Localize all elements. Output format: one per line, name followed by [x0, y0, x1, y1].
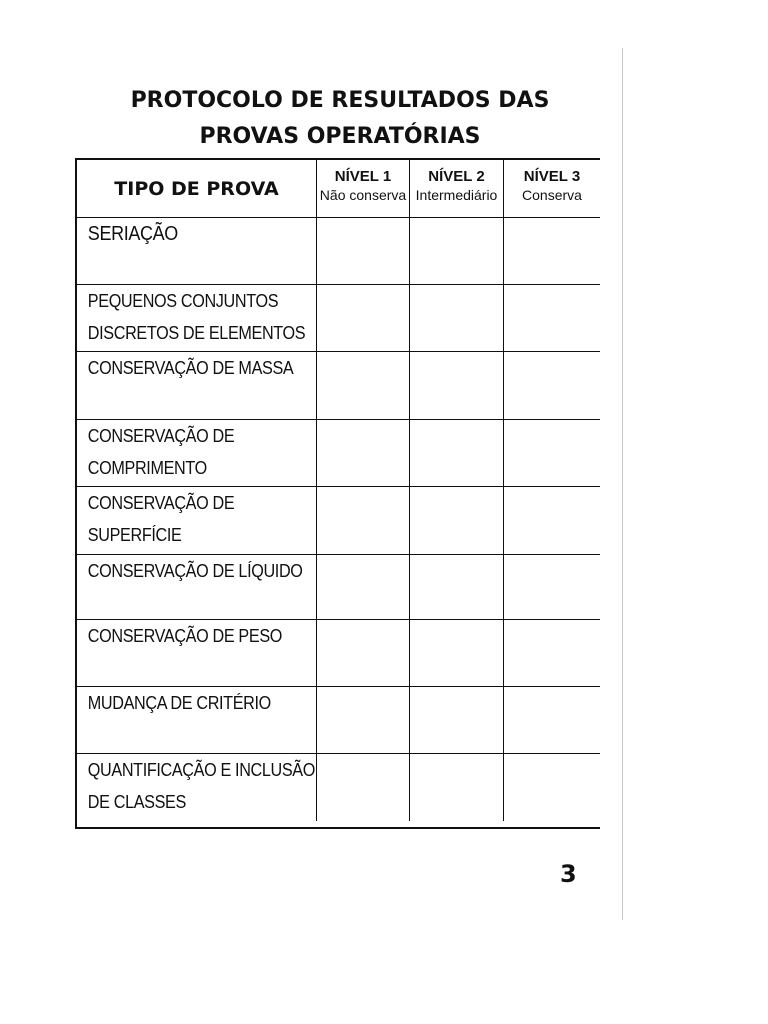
header-level-2 — [410, 160, 504, 218]
table-row-label — [77, 687, 317, 754]
row-label-text: CONSERVAÇÃO DE LÍQUIDO — [87, 561, 303, 581]
level-2-cell[interactable] — [410, 555, 504, 620]
level-3-cell[interactable] — [504, 218, 600, 285]
header-level-2-title: NÍVEL 2 — [428, 168, 485, 185]
page-edge — [622, 48, 623, 920]
level-3-cell[interactable] — [504, 285, 600, 352]
level-1-cell[interactable] — [317, 555, 410, 620]
level-1-cell[interactable] — [317, 285, 410, 352]
row-label-text: QUANTIFICAÇÃO E INCLUSÃO DE CLASSES — [87, 760, 315, 812]
table-row-label — [77, 218, 317, 285]
page-number: 3 — [560, 860, 577, 888]
level-1-cell[interactable] — [317, 218, 410, 285]
header-level-3 — [504, 160, 600, 218]
table-row-label — [77, 620, 317, 687]
table-row-label — [77, 555, 317, 620]
level-3-cell[interactable] — [504, 555, 600, 620]
level-3-cell[interactable] — [504, 352, 600, 420]
level-1-cell[interactable] — [317, 620, 410, 687]
row-label-text: CONSERVAÇÃO DE PESO — [87, 626, 283, 646]
header-level-2-desc: Intermediário — [415, 187, 498, 203]
header-level-1-title: NÍVEL 1 — [334, 168, 392, 185]
level-2-cell[interactable] — [410, 687, 504, 754]
level-3-cell[interactable] — [504, 620, 600, 687]
level-2-cell[interactable] — [410, 218, 504, 285]
level-2-cell[interactable] — [410, 754, 504, 821]
table-row-label — [77, 754, 317, 821]
table-row-label — [77, 487, 317, 555]
row-label-text: SERIAÇÃO — [87, 223, 178, 245]
level-3-cell[interactable] — [504, 754, 600, 821]
level-2-cell[interactable] — [410, 352, 504, 420]
table-row-label — [77, 352, 317, 420]
header-level-1 — [317, 160, 410, 218]
header-test-type: TIPO DE PROVA — [77, 160, 317, 218]
row-label-text: PEQUENOS CONJUNTOS DISCRETOS DE ELEMENTOS — [87, 291, 306, 343]
level-3-cell[interactable] — [504, 487, 600, 555]
results-table — [75, 158, 600, 829]
header-level-3-desc: Conserva — [522, 187, 582, 203]
header-level-3-title: NÍVEL 3 — [523, 168, 581, 185]
table-row-label — [77, 420, 317, 487]
level-1-cell[interactable] — [317, 687, 410, 754]
level-2-cell[interactable] — [410, 620, 504, 687]
level-1-cell[interactable] — [317, 754, 410, 821]
level-1-cell[interactable] — [317, 352, 410, 420]
row-label-text: MUDANÇA DE CRITÉRIO — [87, 693, 271, 713]
row-label-text: CONSERVAÇÃO DE COMPRIMENTO — [87, 426, 235, 478]
table-row-label — [77, 285, 317, 352]
header-level-1-desc: Não conserva — [319, 187, 407, 203]
level-1-cell[interactable] — [317, 420, 410, 487]
level-2-cell[interactable] — [410, 487, 504, 555]
level-3-cell[interactable] — [504, 420, 600, 487]
row-label-text: CONSERVAÇÃO DE MASSA — [87, 358, 294, 378]
title-line-1: PROTOCOLO DE RESULTADOS DAS — [130, 88, 550, 113]
level-1-cell[interactable] — [317, 487, 410, 555]
level-3-cell[interactable] — [504, 687, 600, 754]
row-label-text: CONSERVAÇÃO DE SUPERFÍCIE — [87, 493, 235, 545]
title-line-2: PROVAS OPERATÓRIAS — [199, 124, 481, 149]
level-2-cell[interactable] — [410, 420, 504, 487]
level-2-cell[interactable] — [410, 285, 504, 352]
